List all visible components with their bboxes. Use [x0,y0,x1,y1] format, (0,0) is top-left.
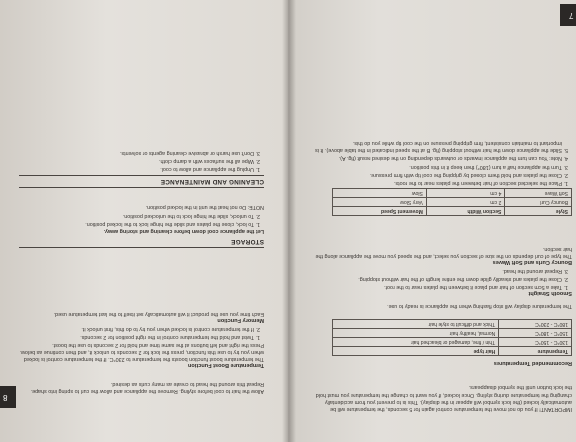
table-cell: 130°C - 150°C [499,338,572,347]
cleaning-steps [19,147,264,172]
list-item: 3. Repeat around the head. [310,266,562,273]
storage-note: NOTE: Do not heat the unit in the locked position. [145,204,264,211]
left-page-content [14,28,264,398]
table-cell: Bouncy Curl [505,198,572,207]
table-row [333,338,572,347]
list-item: 2. Wipe all the surfaces with a damp cloth. [19,157,254,164]
table-header: Style [505,207,572,216]
table-header: Movement Speed [333,207,427,216]
table-cell: Thin / fine, damaged or bleached hair [333,338,499,347]
important-text: IMPORTANT! If you do not move the temperature control again for 5 seconds, the temperature will be automatically locked (the lock symbol will appear in the display). This is to prevent you from accidentally changing the temperature during styling. Once locked, if you want to change the temperature you must hold the lock button until the symbol disappears. [315,384,572,412]
table-header: Section Width [426,207,505,216]
table-header: Temperature [499,347,572,356]
table-row [333,189,572,198]
ready-text: The temperature display will stop flashing when the appliance is ready to use. [387,303,572,309]
table-cell: 4 cm [426,189,505,198]
table-cell: Very Slow [333,198,427,207]
table-cell: Slow [333,189,427,198]
boost-steps [19,325,264,340]
page-number: 8 [2,393,8,402]
list-item: 2. If the temperature control is locked when you try to do this, first unlock it. [19,325,254,332]
memory-heading: Memory Function [217,316,264,323]
storage-heading: STORAGE [230,238,264,245]
table-header: Hair type [333,347,499,356]
list-item: 3. Don't use harsh or abrasive cleaning agents or solvents. [19,148,254,155]
storage-steps [19,211,264,226]
page-number-badge [560,4,576,26]
smooth-steps [310,266,572,290]
smooth-heading: Smooth Straight [528,290,572,296]
curls-text: The type of curl depends on the size of section you select, and the speed you move the appliance along the hair section. [315,246,572,260]
page-gutter [282,0,296,442]
tips-text: Allow the hair to cool before styling. Remove the appliance and allow the curl to spring into shape. Repeat this around the head to create as many curls as desired. [30,380,264,394]
table-cell: Soft Wave [505,189,572,198]
list-item: 1. Unplug the appliance and allow to cool. [19,165,254,172]
boost-text: The temperature boost function boosts the temperature to 230°C. If the temperature control is locked when you try to use this function, press the lock for 2 seconds to unlock it, and then continue as below. Press the right and left buttons at the same time and hold for 2 seconds to use the boost. [19,341,264,362]
right-page-content [304,32,572,412]
list-item: 2. To unlock, slide the hinge lock to the unlocked position. [19,211,254,218]
recommended-heading: Recommended Temperatures [493,360,572,366]
right-page [288,0,576,442]
curl-style-table [332,188,572,216]
list-item: 1. Take a 5cm section of hair and place it between the plates near to the root. [310,283,562,290]
memory-text: Each time you use the product it will automatically set itself to the last temperature used. [53,310,264,317]
list-item: 3. Turn the appliance half a turn (180°) then keep it in this position. [300,162,562,169]
table-row [333,320,572,329]
storage-intro: Let the appliance cool down before cleaning and storing away. [103,228,264,234]
list-item: 5. Slide the appliance down the hair without stopping (fig. B at the speed indicated in the table above). It is important to maintain consistent, firm gripping pressure on the cool tip while you do this. [300,139,562,153]
list-item: 1. To lock, close the plates and slide the hinge lock to the locked position. [19,220,254,227]
temperature-table [332,319,572,356]
table-cell: 180°C - 230°C [499,320,572,329]
table-cell: 150°C - 180°C [499,329,572,338]
curl-steps [300,138,572,186]
list-item: 1. Twist and hold the temperature control in the right position for 2 seconds. [19,333,254,340]
page-number: 7 [568,11,574,20]
divider [19,187,264,188]
list-item: 2. Close the plates and steadily glide down the entire length of the hair without stopping. [310,275,562,282]
divider [19,175,264,176]
table-cell: Thick and difficult to style hair [333,320,499,329]
cleaning-heading: CLEANING AND MAINTENANCE [160,178,264,185]
curls-heading: Bouncy Curls and Soft Waves [492,259,572,266]
divider [19,247,264,248]
table-cell: 2 cm [426,198,505,207]
table-row [333,329,572,338]
list-item: 2. Close the plates and hold them closed by gripping the cool tip with firm pressure. [300,171,562,178]
boost-heading: Temperature Boost Function [187,362,264,368]
list-item: 4. Note: You can turn the appliance inwards or outwards depending on the desired result (fig. A). [300,154,562,161]
table-cell: Normal, healthy hair [333,329,499,338]
list-item: 1. Place the selected section of hair between the plates near to the roots. [300,179,562,186]
table-row [333,198,572,207]
